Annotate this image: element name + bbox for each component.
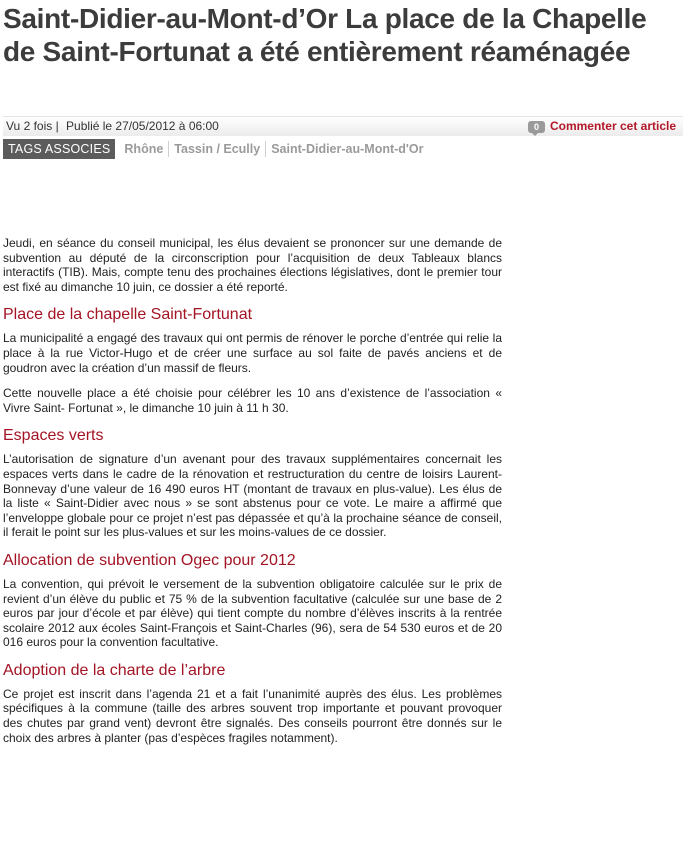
tag-link[interactable]: Saint-Didier-au-Mont-d'Or xyxy=(271,142,424,156)
comment-article-link[interactable] xyxy=(528,117,676,136)
section-heading: Adoption de la charte de l’arbre xyxy=(3,661,226,679)
body-paragraph: L’autorisation de signature d’un avenant pour des travaux supplémentaires concernait les espaces verts dans le cadre de la rénovation et restructuration du centre de loisirs Laurent-Bonnevay d’une valeur de 16 490 euros HT (montant de travaux en plus-value). Les élus de la liste « Saint-Didier avec nous » se sont abstenus pour ce vote. Le maire a affirmé que l’enveloppe globale pour ce projet n’est pas dépassée et qu’à la prochaine séance de conseil, il ferait le point sur les plus-values et sur les moins-values de ce dossier. xyxy=(3,452,502,540)
article-title: Saint-Didier-au-Mont-d’Or La place de la Chapelle de Saint-Fortunat a été entièrement réaménagée xyxy=(3,3,647,67)
publish-date: Publié le 27/05/2012 à 06:00 xyxy=(66,119,219,133)
body-paragraph: Cette nouvelle place a été choisie pour célébrer les 10 ans d’existence de l’association « Vivre Saint- Fortunat », le dimanche 10 juin à 11 h 30. xyxy=(3,386,502,415)
tag-link[interactable]: Tassin / Ecully xyxy=(169,141,266,157)
comment-link-label[interactable]: Commenter cet article xyxy=(549,119,676,133)
article-meta-bar xyxy=(3,116,683,136)
article-body xyxy=(3,236,502,756)
section-heading: Espaces verts xyxy=(3,427,104,445)
section-heading: Allocation de subvention Ogec pour 2012 xyxy=(3,551,296,569)
intro-paragraph: Jeudi, en séance du conseil municipal, les élus devaient se prononcer sur une demande de subvention au député de la circonscription pour l’acquisition de deux Tableaux blancs interactifs (TIB). Mais, compte tenu des prochaines élections législatives, dont le premier tour est fixé au dimanche 10 juin, ce dossier a été reporté. xyxy=(3,236,502,294)
tag-link[interactable]: Rhône xyxy=(119,141,169,157)
comment-bubble-icon: 0 xyxy=(528,121,545,133)
section-heading: Place de la chapelle Saint-Fortunat xyxy=(3,306,253,324)
body-paragraph: Ce projet est inscrit dans l’agenda 21 et a fait l’unanimité auprès des élus. Les problèmes spécifiques à la commune (taille des arbres souvent trop importante et pouvant provoquer des chutes par grand vent) devront être signalés. Des conseils pourront être donnés sur le choix des arbres à planter (pas d’espèces fragiles notamment). xyxy=(3,686,502,745)
body-paragraph: La municipalité a engagé des travaux qui ont permis de rénover le porche d’entrée qui relie la place à la rue Victor-Hugo et de créer une surface au sol faite de pavés anciens et de goudron avec la création d’un massif de fleurs. xyxy=(3,331,502,375)
view-count: Vu 2 fois | xyxy=(6,119,59,133)
tags-label: TAGS ASSOCIES xyxy=(3,139,115,159)
body-paragraph: La convention, qui prévoit le versement de la subvention obligatoire calculée sur le prix de revient d’un élève du public et 75 % de la subvention facultative (calculée sur une base de 2 euros par jour d’école et par élève) qui tient compte du nombre d’élèves inscrits à la rentrée scolaire 2012 aux écoles Saint-François et Saint-Charles (96), sera de 54 530 euros et de 20 016 euros pour la convention facultative. xyxy=(3,576,502,650)
article-meta xyxy=(6,117,223,136)
related-tags xyxy=(3,139,428,159)
